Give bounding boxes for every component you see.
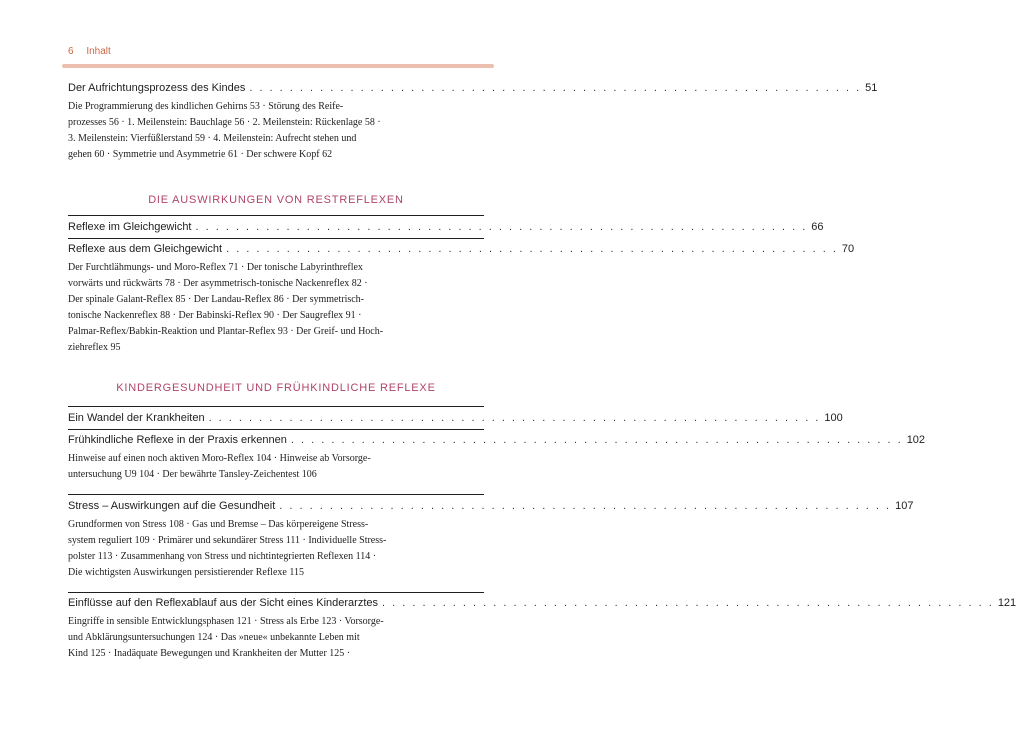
section-heading: KINDERGESUNDHEIT UND FRÜHKINDLICHE REFLEXE xyxy=(116,382,436,394)
section-heading: DIE AUSWIRKUNGEN VON RESTREFLEXEN xyxy=(148,194,404,206)
toc-entry-title-line xyxy=(68,82,878,98)
toc-entry xyxy=(68,221,824,237)
toc-subline: system reguliert 109 · Primärer und sekundärer Stress 111 · Individuelle Stress- xyxy=(68,535,387,546)
running-title: Inhalt xyxy=(86,46,111,57)
entry-divider xyxy=(68,592,484,593)
entry-divider xyxy=(68,238,484,239)
toc-entry-title[interactable]: Reflexe aus dem Gleichgewicht xyxy=(68,243,223,255)
leader-dots: . . . . . . . . . . . . . . . . . . . . . . . . . . . . . . . . . . . . . . . . . . . . . . . . . . . . . . . . . . . . . xyxy=(226,243,838,255)
toc-entry-title-line xyxy=(68,597,1016,613)
toc-subline: ziehreflex 95 xyxy=(68,342,121,353)
entry-divider xyxy=(68,406,484,407)
toc-entry-title-line xyxy=(68,500,914,516)
entry-divider xyxy=(68,429,484,430)
toc-entry-title-line xyxy=(68,434,926,450)
toc-entry-title[interactable]: Der Aufrichtungsprozess des Kindes xyxy=(68,82,246,94)
toc-subline: Der spinale Galant-Reflex 85 · Der Landau-Reflex 86 · Der symmetrisch- xyxy=(68,294,365,305)
toc-entry-title[interactable]: Stress – Auswirkungen auf die Gesundheit xyxy=(68,500,276,512)
toc-entry-title[interactable]: Ein Wandel der Krankheiten xyxy=(68,412,205,424)
toc-entry-page[interactable]: 121 xyxy=(997,597,1016,609)
toc-subline: 3. Meilenstein: Vierfüßlerstand 59 · 4. Meilenstein: Aufrecht stehen und xyxy=(68,133,357,144)
toc-entry-page[interactable]: 66 xyxy=(811,221,824,233)
entry-divider xyxy=(68,215,484,216)
toc-subline: tonische Nackenreflex 88 · Der Babinski-Reflex 90 · Der Saugreflex 91 · xyxy=(68,310,362,321)
toc-subline: vorwärts und rückwärts 78 · Der asymmetrisch-tonische Nackenreflex 82 · xyxy=(68,278,368,289)
toc-entry-title-line xyxy=(68,243,855,259)
leader-dots: . . . . . . . . . . . . . . . . . . . . . . . . . . . . . . . . . . . . . . . . . . . . . . . . . . . . . . . . . . . . . xyxy=(249,82,862,94)
running-header xyxy=(68,46,111,57)
toc-entry-page[interactable]: 100 xyxy=(824,412,843,424)
toc-entry xyxy=(68,412,843,428)
leader-dots: . . . . . . . . . . . . . . . . . . . . . . . . . . . . . . . . . . . . . . . . . . . . . . . . . . . . . . . . . . . . . xyxy=(195,221,808,233)
toc-subline: Grundformen von Stress 108 · Gas und Bremse – Das körpereigene Stress- xyxy=(68,519,369,530)
toc-entry-page[interactable]: 70 xyxy=(841,243,855,255)
toc-entry-title-line xyxy=(68,221,824,237)
toc-entry xyxy=(68,82,878,162)
toc-entry-title[interactable]: Einflüsse auf den Reflexablauf aus der Sicht eines Kinderarztes xyxy=(68,597,379,609)
header-rule xyxy=(62,64,494,68)
toc-subline: Hinweise auf einen noch aktiven Moro-Reflex 104 · Hinweise ab Vorsorge- xyxy=(68,453,371,464)
toc-subline: Palmar-Reflex/Babkin-Reaktion und Plantar-Reflex 93 · Der Greif- und Hoch- xyxy=(68,326,384,337)
entry-divider xyxy=(68,494,484,495)
page-number: 6 xyxy=(68,46,74,57)
toc-entry xyxy=(68,243,855,355)
toc-subline: prozesses 56 · 1. Meilenstein: Bauchlage 56 · 2. Meilenstein: Rückenlage 58 · xyxy=(68,117,381,128)
toc-subline: Kind 125 · Inadäquate Bewegungen und Krankheiten der Mutter 125 · xyxy=(68,648,351,659)
leader-dots: . . . . . . . . . . . . . . . . . . . . . . . . . . . . . . . . . . . . . . . . . . . . . . . . . . . . . . . . . . . . . xyxy=(279,500,892,512)
leader-dots: . . . . . . . . . . . . . . . . . . . . . . . . . . . . . . . . . . . . . . . . . . . . . . . . . . . . . . . . . . . . . xyxy=(290,434,903,446)
leader-dots: . . . . . . . . . . . . . . . . . . . . . . . . . . . . . . . . . . . . . . . . . . . . . . . . . . . . . . . . . . . . . xyxy=(208,412,821,424)
toc-subline: Die Programmierung des kindlichen Gehirns 53 · Störung des Reife- xyxy=(68,101,344,112)
toc-subline: gehen 60 · Symmetrie und Asymmetrie 61 · Der schwere Kopf 62 xyxy=(68,149,333,160)
toc-subline: Eingriffe in sensible Entwicklungsphasen 121 · Stress als Erbe 123 · Vorsorge- xyxy=(68,616,384,627)
toc-entry xyxy=(68,597,1016,661)
toc-entry-page[interactable]: 102 xyxy=(906,434,926,446)
toc-entry-title[interactable]: Frühkindliche Reflexe in der Praxis erkennen xyxy=(68,434,287,446)
toc-subline: Die wichtigsten Auswirkungen persistierender Reflexe 115 xyxy=(68,567,304,578)
toc-entry xyxy=(68,434,926,482)
toc-entry-title-line xyxy=(68,412,843,428)
leader-dots: . . . . . . . . . . . . . . . . . . . . . . . . . . . . . . . . . . . . . . . . . . . . . . . . . . . . . . . . . . . . . xyxy=(382,597,994,609)
toc-entry-page[interactable]: 51 xyxy=(865,82,878,94)
toc-entry-page[interactable]: 107 xyxy=(895,500,914,512)
toc-subline: polster 113 · Zusammenhang von Stress und nichtintegrierten Reflexen 114 · xyxy=(68,551,377,562)
toc-subline: untersuchung U9 104 · Der bewährte Tansley-Zeichentest 106 xyxy=(68,469,317,480)
toc-subline: Der Furchtlähmungs- und Moro-Reflex 71 · Der tonische Labyrinthreflex xyxy=(68,262,363,273)
toc-entry xyxy=(68,500,914,580)
toc-subline: und Abklärungsuntersuchungen 124 · Das »neue« unbekannte Leben mit xyxy=(68,632,360,643)
toc-entry-title[interactable]: Reflexe im Gleichgewicht xyxy=(68,221,192,233)
